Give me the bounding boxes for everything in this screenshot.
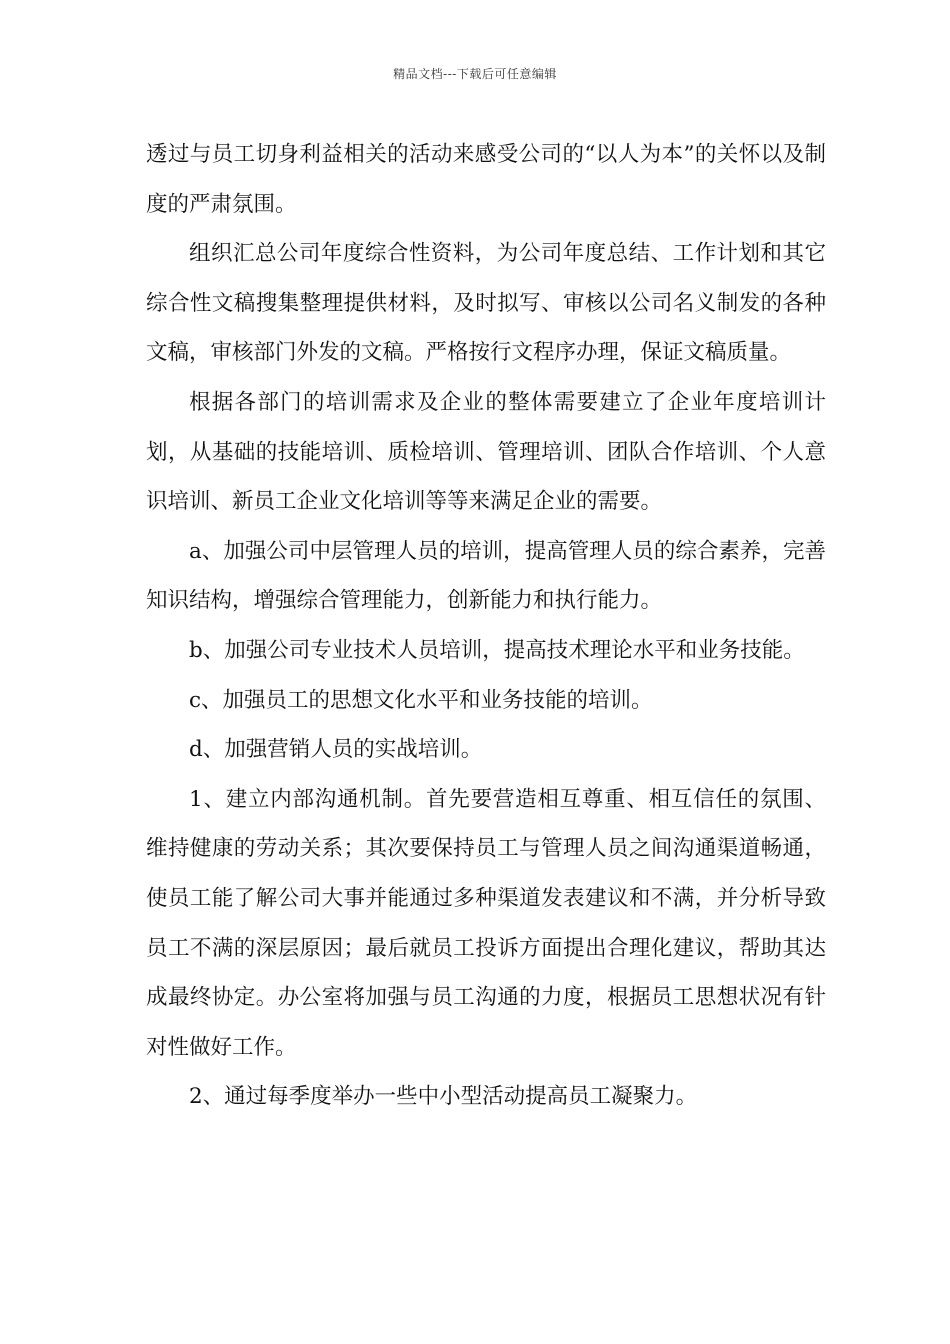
- paragraph-1: 透过与员工切身利益相关的活动来感受公司的“以人为本”的关怀以及制度的严肃氛围。: [146, 142, 826, 217]
- paragraph-6: c、加强员工的思想文化水平和业务技能的培训。: [189, 687, 653, 713]
- document-body: [146, 130, 826, 1122]
- paragraph-2: 组织汇总公司年度综合性资料，为公司年度总结、工作计划和其它综合性文稿搜集整理提供材料，及时拟写、审核以公司名义制发的各种文稿，审核部门外发的文稿。严格按行文程序办理，保证文稿质量。: [146, 241, 826, 366]
- paragraph-9: 2、通过每季度举办一些中小型活动提高员工凝聚力。: [189, 1084, 698, 1110]
- paragraph-7: d、加强营销人员的实战培训。: [189, 737, 483, 763]
- paragraph-8: 1、建立内部沟通机制。首先要营造相互尊重、相互信任的氛围、维持健康的劳动关系；其次要保持员工与管理人员之间沟通渠道畅通，使员工能了解公司大事并能通过多种渠道发表建议和不满，并分析导致员工不满的深层原因；最后就员工投诉方面提出合理化建议，帮助其达成最终协定。办公室将加强与员工沟通的力度，根据员工思想状况有针对性做好工作。: [146, 786, 826, 1060]
- paragraph-3: 根据各部门的培训需求及企业的整体需要建立了企业年度培训计划，从基础的技能培训、质检培训、管理培训、团队合作培训、个人意识培训、新员工企业文化培训等等来满足企业的需要。: [146, 389, 826, 515]
- paragraph-5: b、加强公司专业技术人员培训，提高技术理论水平和业务技能。: [189, 637, 805, 663]
- paragraph-4: a、加强公司中层管理人员的培训，提高管理人员的综合素养，完善知识结构，增强综合管理能力，创新能力和执行能力。: [146, 538, 826, 614]
- page-header: 精品文档---下载后可任意编辑: [393, 67, 557, 81]
